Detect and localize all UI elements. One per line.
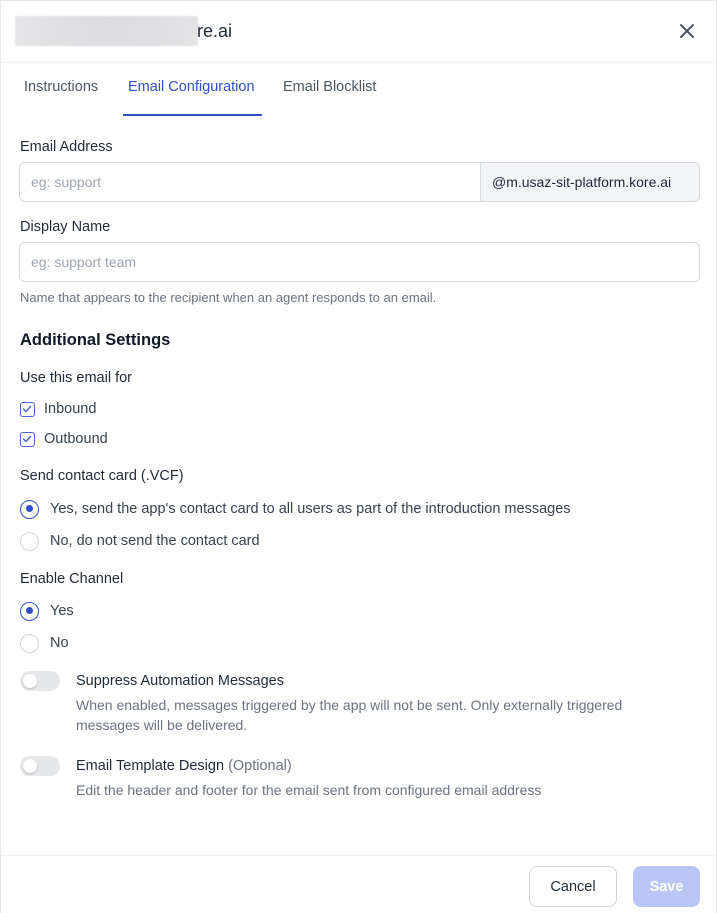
email-domain-suffix: @m.usaz-sit-platform.kore.ai [480,162,700,202]
checkmark-icon [22,404,32,414]
outbound-checkbox[interactable] [20,429,108,449]
enable-channel-no-radio[interactable] [20,633,69,653]
checkbox-checked[interactable] [20,402,35,417]
contact-card-label: Send contact card (.VCF) [20,468,184,484]
radio-unselected[interactable] [20,634,39,653]
display-name-input[interactable] [19,242,700,282]
checkbox-checked[interactable] [20,432,35,447]
email-template-title-row [76,758,292,774]
suppress-automation-description: When enabled, messages triggered by the app will not be sent. Only externally triggered messages will be delivered. [76,697,623,733]
optional-tag: (Optional) [228,758,292,774]
panel-title: re.ai [197,21,233,41]
redacted-title [15,16,198,46]
suppress-automation-toggle[interactable] [20,671,60,691]
radio-selected[interactable] [20,500,39,519]
tab-email-configuration[interactable]: Email Configuration [128,79,255,95]
tab-instructions[interactable]: Instructions [24,79,99,95]
close-icon [676,20,698,42]
save-button[interactable]: Save [633,866,700,907]
outbound-label: Outbound [44,431,108,447]
email-address-label: Email Address [20,139,113,155]
display-name-helper: Name that appears to the recipient when an agent responds to an email. [20,290,437,305]
contact-card-no-radio[interactable] [20,531,260,551]
email-address-group [19,162,700,202]
tab-email-blocklist[interactable]: Email Blocklist [283,79,377,95]
panel-header [1,1,716,63]
enable-channel-no-label: No [50,635,69,651]
contact-card-yes-label: Yes, send the app's contact card to all users as part of the introduction messages [50,501,571,517]
email-address-input[interactable] [19,162,481,202]
radio-unselected[interactable] [20,532,39,551]
inbound-checkbox[interactable] [20,399,96,419]
use-email-for-label: Use this email for [20,370,133,386]
enable-channel-yes-radio[interactable] [20,601,74,621]
active-tab-indicator [123,114,262,116]
checkmark-icon [22,434,32,444]
email-template-toggle[interactable] [20,756,60,776]
radio-selected[interactable] [20,602,39,621]
email-template-title: Email Template Design [76,758,225,774]
display-name-label: Display Name [20,219,111,235]
tab-bar [1,63,716,117]
contact-card-no-label: No, do not send the contact card [50,533,260,549]
close-button[interactable] [676,20,698,42]
enable-channel-label: Enable Channel [20,571,124,587]
email-template-description: Edit the header and footer for the email sent from configured email address [76,782,542,798]
additional-settings-title: Additional Settings [20,331,171,349]
cancel-button[interactable]: Cancel [529,866,617,907]
inbound-label: Inbound [44,401,97,417]
contact-card-yes-radio[interactable] [20,499,571,519]
suppress-automation-title: Suppress Automation Messages [76,673,284,689]
enable-channel-yes-label: Yes [50,603,74,619]
panel-footer [1,855,716,913]
